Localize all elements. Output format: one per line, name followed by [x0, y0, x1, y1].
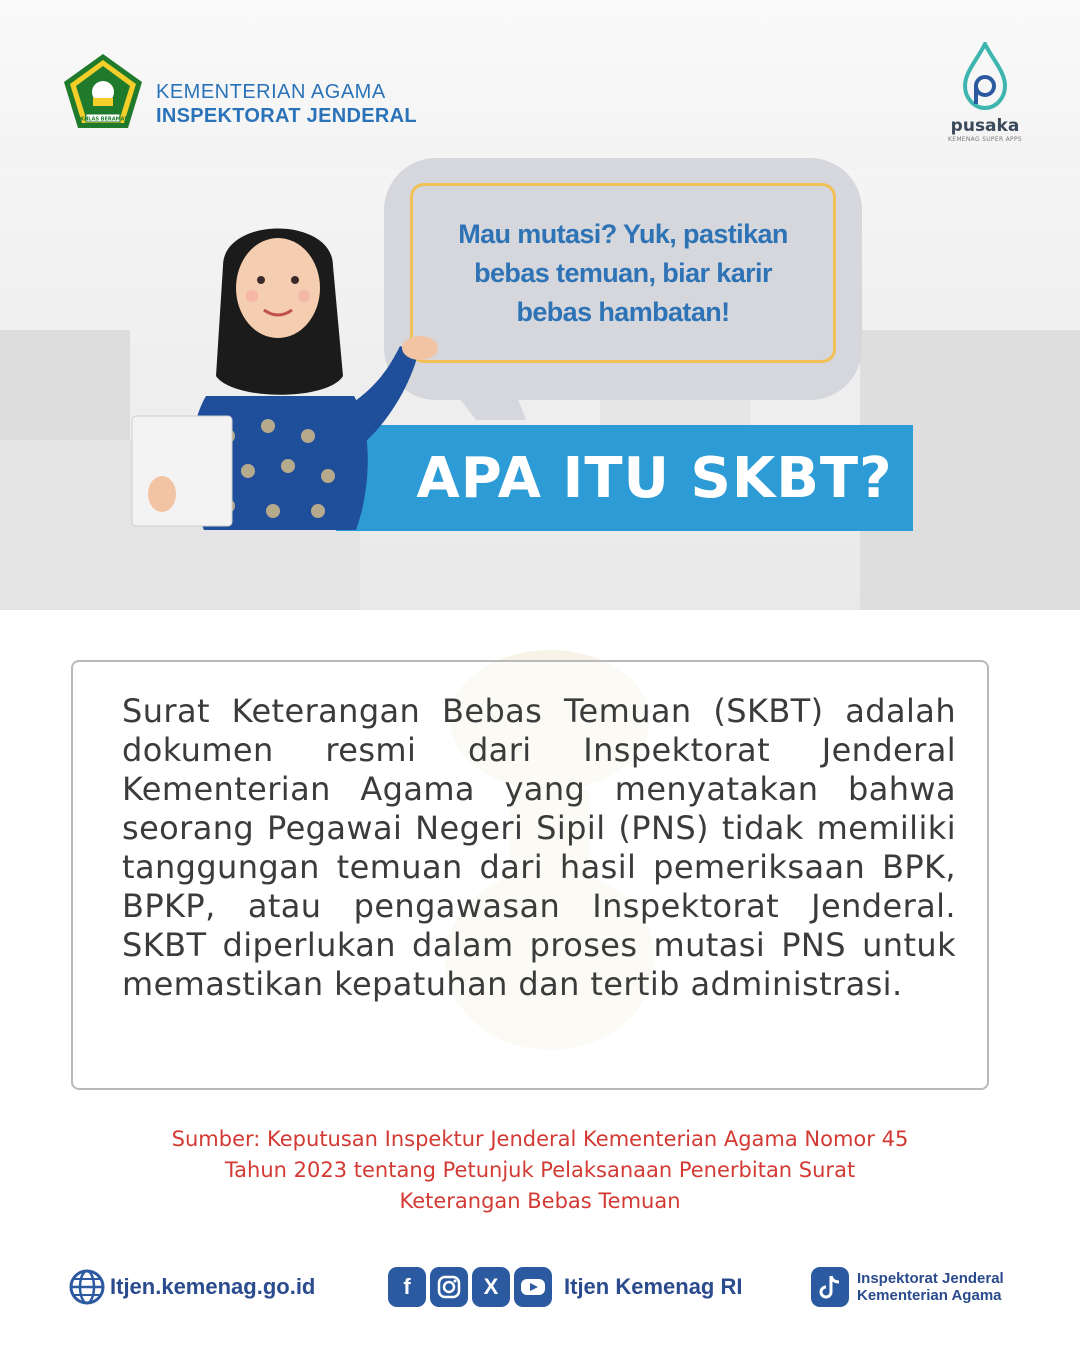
pusaka-name: pusaka: [950, 116, 1020, 136]
social-handle[interactable]: Itjen Kemenag RI: [564, 1274, 743, 1299]
source-citation: [100, 1124, 980, 1217]
youtube-icon[interactable]: [514, 1267, 552, 1307]
speech-bubble-frame: [410, 183, 836, 363]
ministry-line2: INSPEKTORAT JENDERAL: [156, 105, 417, 127]
pusaka-logo: [940, 42, 1030, 142]
logo-motto: IKHLAS BERAMAL: [78, 116, 128, 123]
instagram-icon[interactable]: [430, 1267, 468, 1307]
x-icon[interactable]: X: [472, 1267, 510, 1307]
tiktok-line2: Kementerian Agama: [857, 1287, 1002, 1304]
source-line3: Keterangan Bebas Temuan: [399, 1189, 681, 1213]
pusaka-tagline: KEMENAG SUPER APPS: [948, 136, 1022, 143]
globe-icon: [68, 1268, 106, 1306]
tiktok-label: [857, 1270, 1004, 1304]
facebook-icon[interactable]: f: [388, 1267, 426, 1307]
pusaka-drop-icon: [963, 42, 1007, 110]
definition-text: Surat Keterangan Bebas Temuan (SKBT) adalah dokumen resmi dari Inspektorat Jenderal Kementerian Agama yang menyatakan bahwa seorang Pegawai Negeri Sipil (PNS) tidak memiliki tanggungan temuan dari hasil pemeriksaan BPK, BPKP, atau pengawasan Inspektorat Jenderal. SKBT diperlukan dalam proses mutasi PNS untuk memastikan kepatuhan dan tertib administrasi.: [122, 692, 956, 1003]
footer-website[interactable]: [68, 1268, 315, 1306]
tiktok-link[interactable]: [811, 1267, 1004, 1307]
woman-illustration: [128, 196, 458, 530]
source-line1: Sumber: Keputusan Inspektur Jenderal Kementerian Agama Nomor 45: [171, 1127, 909, 1151]
tiktok-icon[interactable]: [811, 1267, 849, 1307]
kemenag-emblem-icon: [62, 52, 144, 132]
banner-title: APA ITU SKBT?: [416, 445, 893, 511]
social-links: [388, 1267, 742, 1307]
speech-bubble-text: Mau mutasi? Yuk, pastikan bebas temuan, biar karir bebas hambatan!: [458, 218, 788, 327]
source-line2: Tahun 2023 tentang Petunjuk Pelaksanaan Penerbitan Surat: [224, 1158, 856, 1182]
office-desk-bg: [0, 330, 130, 450]
tiktok-line1: Inspektorat Jenderal: [857, 1270, 1004, 1287]
ministry-line1: KEMENTERIAN AGAMA: [156, 81, 386, 103]
hero-section: [0, 0, 1080, 610]
ministry-name: [156, 80, 417, 128]
website-url[interactable]: Itjen.kemenag.go.id: [110, 1274, 316, 1299]
